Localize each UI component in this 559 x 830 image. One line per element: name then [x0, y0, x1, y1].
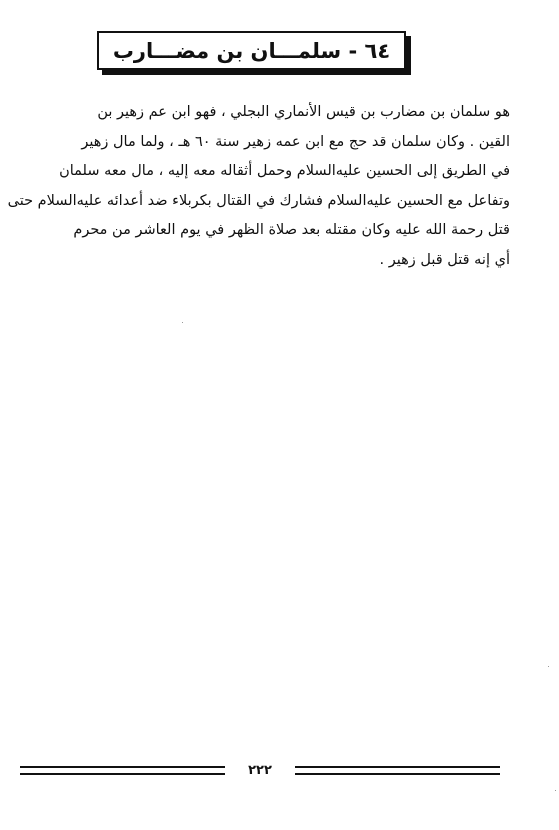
scan-speck — [182, 322, 183, 323]
body-line: وتفاعل مع الحسين عليه‌السلام فشارك في القتال بكربلاء ضد أعدائه عليه‌السلام حتى — [7, 192, 510, 209]
scan-speck — [555, 790, 556, 791]
footer-rule-right — [295, 766, 500, 775]
footer-rule-left — [20, 766, 225, 775]
scan-speck — [548, 666, 549, 667]
body-line: القين . وكان سلمان قد حج مع ابن عمه زهير سنة ٦٠ هـ ، ولما مال زهير — [81, 133, 510, 150]
page-number: ٢٢٢ — [248, 763, 272, 778]
chapter-title: ٦٤ - سلمـــان بن مضـــارب — [112, 38, 391, 63]
page-footer — [20, 762, 500, 782]
body-line: في الطريق إلى الحسين عليه‌السلام وحمل أثقاله معه إليه ، مال معه سلمان — [59, 163, 510, 179]
body-line: هو سلمان بن مضارب بن قيس الأنماري البجلي ، فهو ابن عم زهير بن — [97, 104, 510, 120]
body-paragraph — [7, 98, 510, 275]
body-line: قتل رحمة الله عليه وكان مقتله بعد صلاة الظهر في يوم العاشر من محرم — [73, 222, 510, 238]
body-line: أي إنه قتل قبل زهير . — [379, 251, 510, 268]
chapter-title-box — [97, 31, 406, 70]
